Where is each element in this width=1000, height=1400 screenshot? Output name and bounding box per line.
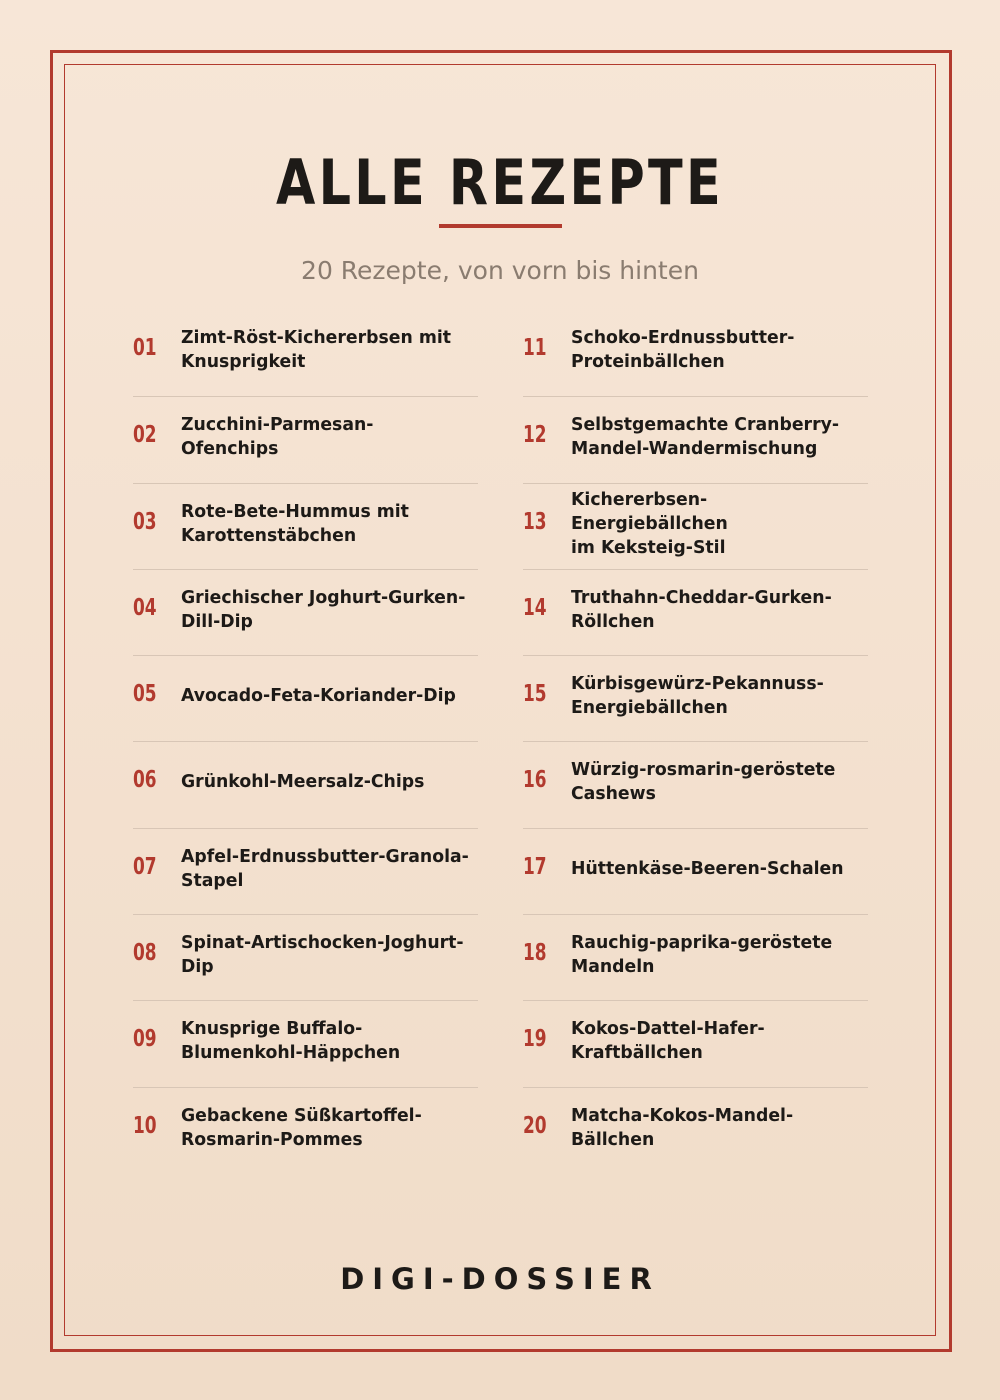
recipe-title: Griechischer Joghurt-Gurken- Dill-Dip: [181, 586, 466, 632]
recipe-item: [523, 655, 868, 741]
recipe-number: 19: [523, 1026, 547, 1053]
recipe-number: 02: [133, 422, 157, 449]
recipe-item: [133, 569, 478, 655]
recipe-number: 11: [523, 335, 547, 361]
recipe-number: 01: [133, 335, 157, 361]
recipe-title: Gebackene Süßkartoffel- Rosmarin-Pommes: [181, 1104, 422, 1150]
recipe-list-right: [523, 310, 868, 1173]
recipe-title: Kichererbsen-Energiebällchen im Keksteig-Stil: [571, 488, 728, 558]
recipe-item: [523, 1000, 868, 1086]
recipe-title: Kokos-Dattel-Hafer- Kraftbällchen: [571, 1018, 765, 1064]
recipe-number: 08: [133, 940, 157, 967]
recipe-title: Rote-Bete-Hummus mit Karottenstäbchen: [181, 500, 409, 546]
recipe-item: [133, 1087, 478, 1173]
recipe-number: 07: [133, 853, 157, 880]
recipe-item: [523, 1087, 868, 1173]
recipe-item: [523, 396, 868, 482]
recipe-title: Knusprige Buffalo- Blumenkohl-Häppchen: [181, 1018, 401, 1064]
recipe-number: 05: [133, 681, 157, 708]
recipe-title: Avocado-Feta-Koriander-Dip: [181, 685, 456, 707]
recipe-item: [133, 741, 478, 827]
recipe-item: [523, 914, 868, 1000]
recipe-item: [523, 741, 868, 827]
recipe-number: 03: [133, 508, 157, 535]
page-title: ALLE REZEPTE: [275, 146, 725, 219]
recipe-item: [133, 483, 478, 569]
recipe-number: 04: [133, 594, 157, 621]
recipe-item: [523, 828, 868, 914]
recipe-number: 13: [523, 508, 547, 535]
recipe-title: Rauchig-paprika-geröstete Mandeln: [571, 932, 833, 978]
page-subtitle: 20 Rezepte, von vorn bis hinten: [301, 256, 699, 285]
recipe-number: 17: [523, 853, 547, 880]
recipe-item: [133, 828, 478, 914]
recipe-item: [133, 310, 478, 396]
recipe-title: Schoko-Erdnussbutter- Proteinbällchen: [571, 327, 795, 372]
recipe-title: Apfel-Erdnussbutter-Granola- Stapel: [181, 845, 469, 891]
recipe-title: Kürbisgewürz-Pekannuss- Energiebällchen: [571, 673, 824, 719]
recipe-title: Spinat-Artischocken-Joghurt- Dip: [181, 932, 464, 978]
recipe-item: [523, 569, 868, 655]
recipe-item: [133, 396, 478, 482]
recipe-number: 12: [523, 422, 547, 449]
title-underline: [439, 224, 562, 228]
recipe-item: [523, 310, 868, 396]
recipe-number: 16: [523, 767, 547, 794]
recipe-title: Hüttenkäse-Beeren-Schalen: [571, 857, 844, 879]
recipe-number: 20: [523, 1112, 547, 1139]
recipe-list-left: [133, 310, 478, 1173]
recipe-number: 15: [523, 681, 547, 708]
recipe-item: [133, 914, 478, 1000]
recipe-title: Grünkohl-Meersalz-Chips: [181, 771, 425, 793]
recipe-number: 10: [133, 1112, 157, 1139]
recipe-title: Würzig-rosmarin-geröstete Cashews: [571, 759, 836, 805]
recipe-title: Matcha-Kokos-Mandel- Bällchen: [571, 1104, 794, 1150]
recipe-title: Zimt-Röst-Kichererbsen mit Knusprigkeit: [181, 327, 452, 372]
recipe-item: [133, 655, 478, 741]
recipe-item: [133, 1000, 478, 1086]
recipe-item: [523, 483, 868, 569]
recipe-number: 14: [523, 594, 547, 621]
recipe-title: Selbstgemachte Cranberry- Mandel-Wandermischung: [571, 414, 840, 460]
recipe-title: Truthahn-Cheddar-Gurken- Röllchen: [571, 586, 832, 632]
recipe-number: 06: [133, 767, 157, 794]
brand-footer: DIGI-DOSSIER: [340, 1262, 660, 1296]
recipe-number: 09: [133, 1026, 157, 1053]
recipe-title: Zucchini-Parmesan- Ofenchips: [181, 414, 374, 460]
recipe-number: 18: [523, 940, 547, 967]
